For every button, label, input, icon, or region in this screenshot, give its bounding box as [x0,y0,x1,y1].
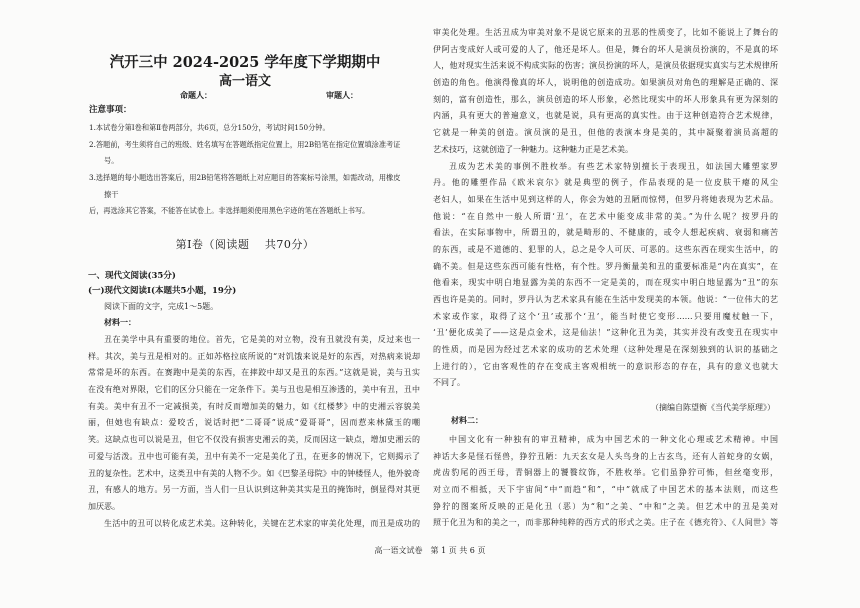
exam-title: 汽开三中 2024-2025 学年度下学期期中 [109,54,381,71]
text-line: 加厌恶。 [88,501,120,511]
notice-line: 号。 [104,156,119,166]
text-line: 看法，在实际事物中，所谓丑的，就是畸形的、不健康的，或令人想起疾病、衰弱和痛苦 [433,228,778,238]
text-line: 西也许是美的。同时，罗丹认为艺术家具有能在生活中发现美的本领。他说：“一位伟大的艺 [433,295,778,304]
material-two-label: 材料二： [451,415,483,425]
reading-instruction: 阅读下面的文字，完成1～5题。 [104,302,219,311]
text-line: 不同了。 [433,378,465,388]
notice-line: 擦干 [104,189,119,199]
text-line: 常常是坏的东西。在赛跑中是美的东西，在摔跤中却又是丑的东西。”这就是说，美与丑实 [88,368,420,378]
text-line: 内涵，具有更大的普遍意义，也就是说，具有更高的真实性。由于这种创造符合艺术规律， [433,111,778,121]
page-footer: 高一语文试卷 第 1 页 共 6 页 [374,546,486,555]
paragraph [88,516,420,533]
text-line: 中国文化有一种独有的审丑精神，成为中国艺术的一种文化心理或艺术精神。中国 [449,435,778,444]
text-line: 样。其次，美与丑是相对的。正如苏格拉底所说的“对饥饿来说是好的东西，对热病来说却 [88,351,420,361]
text-line: 丽，但她也有缺点：爱咬舌，说话时把“二哥哥”说成“爱哥哥”，因而惹来林黛玉的嘲 [88,418,420,428]
notice-title: 注意事项： [89,105,132,115]
text-line: 刻的，富有创造性，那么，演员创造的坏人形象，必然比现实中的坏人形象具有更为深刻的 [433,94,778,104]
reviewer-label: 审题人： [326,90,358,100]
paragraph [433,25,778,159]
text-line: 照于化丑为和的美之一，而非那种纯粹的西方式的形式之美。庄子在《德充符》、《人间世》等 [433,518,778,528]
text-line: 老妇人，如果在生活中见到这样的人，你会为她的丑陋而惊愕，但罗丹将她表现为艺术品。 [433,194,778,204]
text-line: 他说：“在自然中一般人所谓‘丑’，在艺术中能变成非常的美。”为什么呢？按罗丹的 [433,211,778,221]
text-line: 上进行的），它由客观性的存在变成主客观相统一的意识形态的存在，具有的意义也就大 [433,361,778,371]
notice-line: 后，再选涂其它答案，不能答在试卷上。非选择题须使用黑色字迹的笔在答题纸上书写。 [89,206,370,216]
text-line: 神话大多是怪石怪兽，狰狞丑陋：九天玄女是人头鸟身的上古玄鸟，还有人首蛇身的女娲， [433,451,778,461]
notice-item [89,137,419,170]
text-line: 伊阿古变成好人或可爱的人了，他还是坏人。但是，舞台的坏人是演员扮演的，不是真的坏 [433,44,778,54]
paragraph [88,332,420,516]
material-one-left-text [88,332,420,532]
text-line: 创造的角色。他演得像真的坏人，说明他的创造成功。如果演员对角色的理解是正确的、深 [433,78,778,88]
section-heading: 一、现代文阅读(35分) [88,271,176,281]
notice-item [89,120,419,137]
text-line: 对立而不相抵，天下宇宙间“中”而趋“和”，“中”就成了中国艺术的基本法则，而这些 [433,485,778,495]
text-line: 狰狞的图案所反映的正是化丑（恶）为“和”之美、“中和”之美。但艺术中的丑是美对 [433,501,778,511]
setter-label: 命题人： [180,90,212,100]
text-line: 生活中的丑可以转化成艺术美。这种转化，关键在艺术家的审美化处理，而丑是成功的 [104,518,420,528]
text-line: 审美化处理。生活丑成为审美对象不是说它原来的丑恶的性质变了，比如不能说上了舞台的 [433,28,778,37]
text-line: 的性质，而是因为经过艺术家的成功的艺术处理（这种处理是在深刻独到的认识的基础之 [433,345,778,355]
part-title: 第Ⅰ卷（阅读题 共70分） [175,238,315,251]
notice-item [89,170,419,220]
notice-line: 2.答题前，考生须将自己的班级、姓名填写在答题纸指定位置上，用2B铅笔在指定位置填涂准考证 [89,139,401,149]
text-line: 确不美。但是这些东西可能有性格，有个性。罗丹衡量美和丑的重要标准是“内在真实”，在 [433,261,778,271]
subsection-heading: (一)现代文阅读Ⅰ(本题共5小题，19分) [88,286,237,296]
text-line: ‘丑’便化成美了——这是点金术，这是仙法！”这种化丑为美，其实并没有改变丑在现实中 [433,328,778,338]
text-line: 的东西，或是不道德的、犯罪的人，总之是令人可厌、可恶的。这些东西在现实生活中，的 [433,244,778,254]
text-line: 人，他对现实生活来说不构成实际的伤害；演员扮演的坏人，是演员依据现实真实与艺术规律所 [433,61,778,71]
notice-line: 1.本试卷分第Ⅰ卷和第Ⅱ卷两部分，共6页，总分150分，考试时间150分钟。 [89,123,330,132]
material-one-label: 材料一： [104,317,136,327]
text-line: 术家或作家，取得了这个‘丑’或那个‘丑’，能当时使它变形……只要用魔杖触一下， [433,311,778,321]
paragraph [433,159,778,393]
text-line: 它就是一种美的创造。演员演的是丑，但他的表演本身是美的，其中凝聚着演员高超的 [433,128,778,138]
material-one-right-text [433,25,778,392]
text-line: 丑在美学中具有重要的地位。首先，它是美的对立物，没有丑就没有美，反过来也一 [104,335,420,344]
text-line: 丑的复杂性。艺术中，这类丑中有美的人物不少。如《巴黎圣母院》中的钟楼怪人，他外貌奇 [88,468,420,478]
notice-line: 3.选择题的每小题选出答案后，用2B铅笔将答题纸上对应题目的答案标号涂黑，如需改动，用橡皮 [89,173,401,183]
text-line: 在没有绝对界限，它们的区分只能在一定条件下。美与丑也是相互渗透的，美中有丑，丑中 [88,385,420,395]
text-line: 丹。他的雕塑作品《欧米哀尔》就是典型的例子，作品表现的是一位皮肤干瘪的风尘 [433,178,778,188]
text-line: 丑成为艺术美的事例不胜枚举。有些艺术家特别擅长于表现丑，如法国大雕塑家罗 [449,161,778,171]
subject-title: 高一语文 [218,74,271,89]
citation: （摘编自陈望衡《当代美学原理》） [651,403,775,412]
text-line: 他看来，现实中明白地显露为美的东西不一定是美的，而在现实中明白地显露为“丑”的东 [433,278,778,288]
text-line: 有美。美中有丑不一定减损美，有时反而增加美的魅力，如《红楼梦》中的史湘云容貌美 [88,401,420,411]
text-line: 虎齿豹尾的西王母，青铜器上的饕餮纹饰，不胜枚举。它们虽狰狞可怖，但丝毫变形， [433,468,778,478]
notice-list [89,120,419,220]
text-line: 笑。这缺点也可以说是丑，但它不仅没有损害史湘云的美，反而因这一缺点，增加史湘云的 [88,435,420,445]
text-line: 艺术技巧，这就创造了一种魅力。这种魅力正是艺术美。 [433,144,633,154]
material-two-text [433,432,778,532]
text-line: 丑，有感人的地方。另一方面，当人们一旦认识到这种美其实是丑的掩饰时，倒显得对其更 [88,485,420,495]
paragraph [433,432,778,532]
text-line: 可爱与活泼。丑中也可能有美，丑中有美不一定是美化了丑，在更多的情况下，它则揭示了 [88,451,420,461]
